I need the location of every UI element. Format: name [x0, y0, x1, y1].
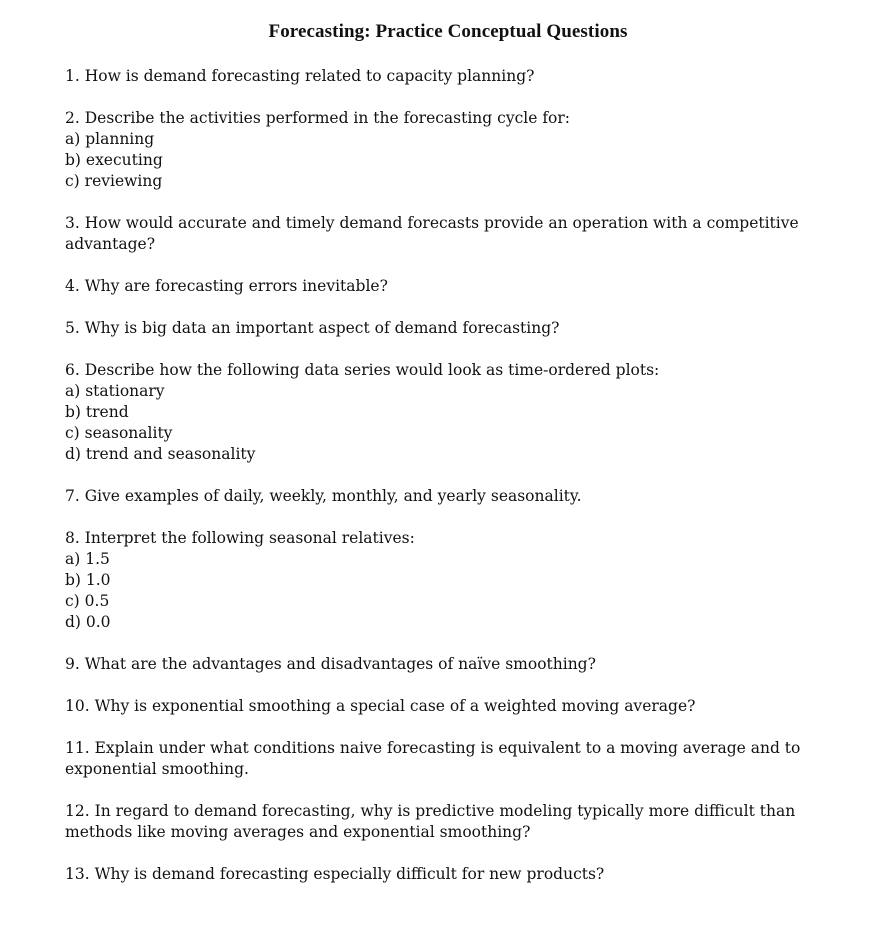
- question-option: a) stationary: [65, 382, 165, 400]
- question-text: 8. Interpret the following seasonal relatives:: [65, 529, 415, 547]
- question-text: 1. How is demand forecasting related to capacity planning?: [65, 67, 535, 85]
- question-text: 9. What are the advantages and disadvantages of naïve smoothing?: [65, 655, 596, 673]
- question-4: [65, 276, 805, 297]
- question-option: b) trend: [65, 403, 129, 421]
- question-3: [65, 213, 805, 255]
- question-text: 6. Describe how the following data series would look as time-ordered plots:: [65, 361, 660, 379]
- question-option: c) 0.5: [65, 592, 110, 610]
- question-7: [65, 486, 805, 507]
- question-option: b) executing: [65, 151, 163, 169]
- question-text: 2. Describe the activities performed in the forecasting cycle for:: [65, 109, 571, 127]
- question-option: b) 1.0: [65, 571, 111, 589]
- question-text: 7. Give examples of daily, weekly, monthly, and yearly seasonality.: [65, 487, 582, 505]
- question-11: [65, 738, 805, 780]
- question-option: d) 0.0: [65, 613, 111, 631]
- question-6: [65, 360, 805, 465]
- question-12: [65, 801, 805, 843]
- question-8: [65, 528, 805, 633]
- question-text: 10. Why is exponential smoothing a special case of a weighted moving average?: [65, 697, 696, 715]
- question-option: c) seasonality: [65, 424, 173, 442]
- question-option: a) planning: [65, 130, 155, 148]
- question-13: [65, 864, 805, 885]
- question-5: [65, 318, 805, 339]
- question-text: 12. In regard to demand forecasting, why is predictive modeling typically more difficult than methods like moving averages and exponential smoothing?: [65, 802, 796, 841]
- question-list: [65, 66, 805, 906]
- question-text: 13. Why is demand forecasting especially difficult for new products?: [65, 865, 605, 883]
- question-text: 5. Why is big data an important aspect of demand forecasting?: [65, 319, 560, 337]
- question-text: 11. Explain under what conditions naive forecasting is equivalent to a moving average and to exponential smoothing.: [65, 739, 801, 778]
- question-text: 4. Why are forecasting errors inevitable?: [65, 277, 388, 295]
- question-option: c) reviewing: [65, 172, 163, 190]
- question-9: [65, 654, 805, 675]
- question-text: 3. How would accurate and timely demand forecasts provide an operation with a competitive advantage?: [65, 214, 799, 253]
- question-option: a) 1.5: [65, 550, 110, 568]
- question-option: d) trend and seasonality: [65, 445, 256, 463]
- question-10: [65, 696, 805, 717]
- page-title: Forecasting: Practice Conceptual Questions: [268, 21, 628, 42]
- question-1: [65, 66, 805, 87]
- question-2: [65, 108, 805, 192]
